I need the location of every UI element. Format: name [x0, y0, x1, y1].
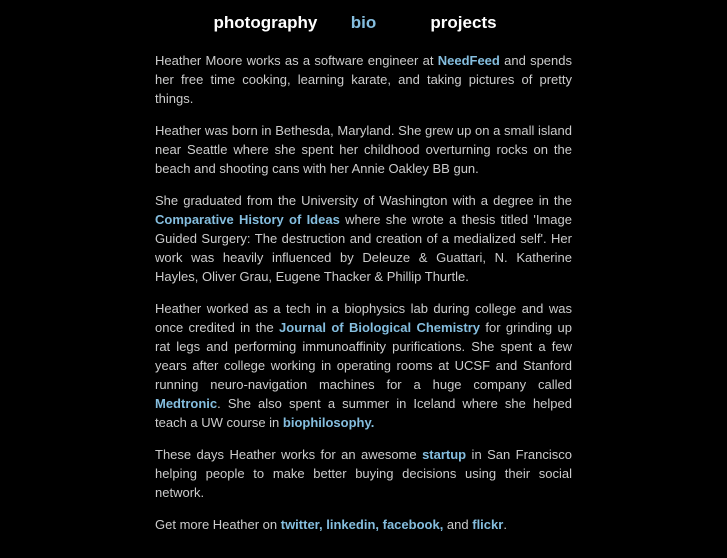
- nav-item-bio[interactable]: bio: [350, 13, 377, 32]
- bio-paragraph: [155, 121, 572, 178]
- text-segment: She graduated from the University of Washington with a degree in the: [155, 193, 572, 208]
- text-segment: Heather was born in Bethesda, Maryland. She grew up on a small island near Seattle where she spent her childhood overturning rocks on the beach and shooting cans with her Annie Oakley BB gun.: [155, 123, 572, 176]
- inline-link[interactable]: NeedFeed: [437, 53, 500, 68]
- text-segment: and spends her free time cooking, learning karate, and taking pictures of pretty things.: [155, 53, 573, 106]
- text-segment: .: [503, 517, 507, 532]
- bio-paragraph: [155, 445, 572, 502]
- text-segment: where she wrote a thesis titled 'Image Guided Surgery: The destruction and creation of a medialized self'. Her work was heavily influenced by Deleuze & Guattari, N. Katherine Hayles, Oliver Grau, Eugene Thacker & Phillip Thurtle.: [155, 212, 572, 284]
- text-segment: Get more Heather on: [155, 517, 281, 532]
- text-segment: and: [443, 517, 473, 532]
- nav-item-projects[interactable]: projects: [430, 13, 497, 32]
- inline-link[interactable]: startup: [422, 447, 467, 462]
- inline-link[interactable]: facebook,: [382, 517, 444, 532]
- text-segment: Heather worked as a tech in a biophysics lab during college and was once credited in the: [155, 301, 572, 335]
- inline-link[interactable]: Medtronic: [155, 396, 218, 411]
- inline-link[interactable]: linkedin,: [326, 517, 379, 532]
- inline-link[interactable]: biophilosophy.: [282, 415, 375, 430]
- top-nav: [0, 13, 727, 33]
- bio-content: [155, 51, 572, 534]
- inline-link[interactable]: twitter,: [280, 517, 323, 532]
- inline-link[interactable]: Journal of Biological Chemistry: [279, 320, 481, 335]
- bio-paragraph: [155, 299, 572, 432]
- text-segment: Heather Moore works as a software engineer at: [155, 53, 438, 68]
- inline-link[interactable]: flickr: [472, 517, 504, 532]
- nav-item-photography[interactable]: photography: [213, 13, 318, 32]
- inline-link[interactable]: Comparative History of Ideas: [155, 212, 340, 227]
- bio-paragraph: [155, 191, 572, 286]
- bio-paragraph: [155, 515, 572, 534]
- bio-paragraph: [155, 51, 572, 108]
- text-segment: in San Francisco helping people to make better buying decisions using their social network.: [155, 447, 573, 500]
- text-segment: . She also spent a summer in Iceland where she helped teach a UW course in: [155, 396, 572, 430]
- text-segment: These days Heather works for an awesome: [155, 447, 423, 462]
- text-segment: for grinding up rat legs and performing immunoaffinity purifications. She spent a few years after college working in operating rooms at UCSF and Stanford running neuro-navigation machines for a huge company called: [155, 320, 572, 392]
